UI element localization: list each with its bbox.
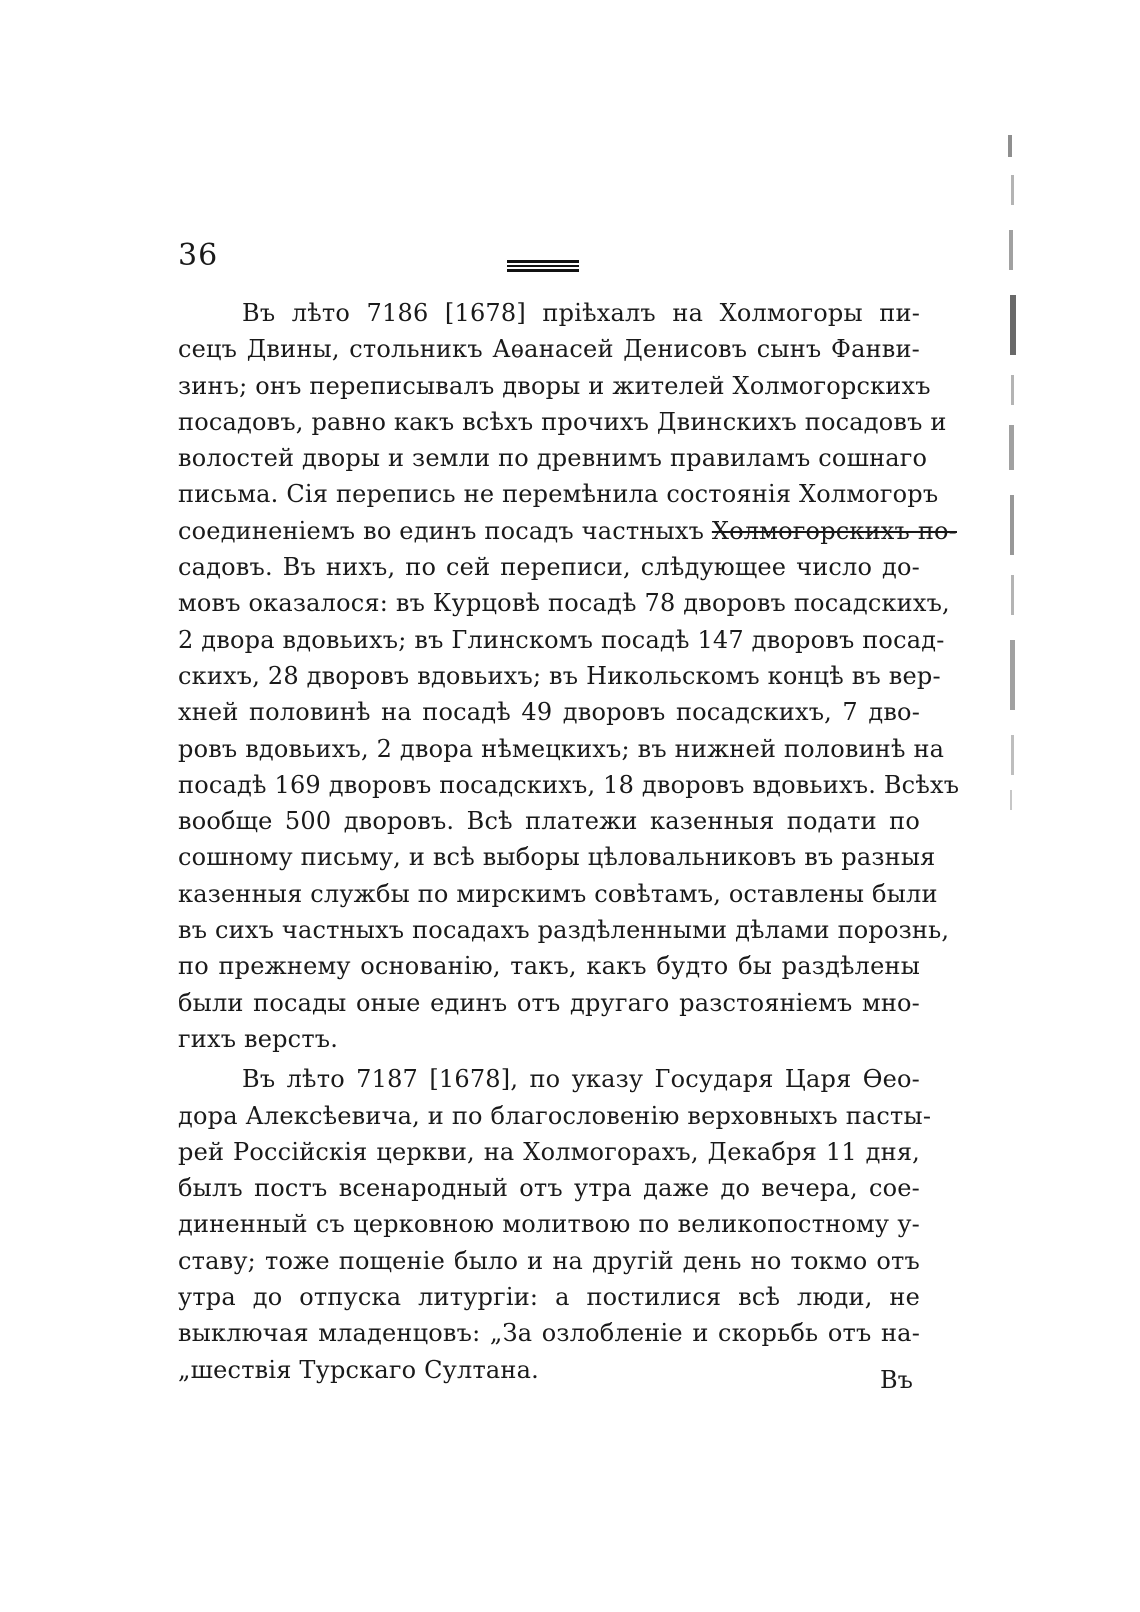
text-line: посадовъ, равно какъ всѣхъ прочихъ Двинскихъ посадовъ и xyxy=(178,407,947,436)
text-line: по прежнему основанію, такъ, какъ будто бы раздѣлены xyxy=(178,952,920,981)
paragraph-1 xyxy=(178,295,960,1057)
text-line: Въ лѣто 7187 [1678], по указу Государя Царя Ѳео- xyxy=(242,1065,920,1094)
struck-through-text: Холмогорскихъ по- xyxy=(711,516,957,545)
text-line: утра до отпуска литургіи: а постилися всѣ люди, не xyxy=(178,1283,920,1312)
text-line: вообще 500 дворовъ. Всѣ платежи казенныя подати по xyxy=(178,807,920,836)
text-line: въ сихъ частныхъ посадахъ раздѣленными дѣлами порознь, xyxy=(178,916,950,945)
text-line-with-strikethrough: соединеніемъ во единъ посадъ частныхъ Холмогорскихъ по- xyxy=(178,516,957,545)
text-line: хней половинѣ на посадѣ 49 дворовъ посадскихъ, 7 дво- xyxy=(178,698,920,727)
text-line: сошному письму, и всѣ выборы цѣловальниковъ въ разныя xyxy=(178,843,936,872)
text-line: дора Алексѣевича, и по благословенію верховныхъ пасты- xyxy=(178,1101,932,1130)
page-number: 36 xyxy=(178,238,219,273)
text-line: 2 двора вдовьихъ; въ Глинскомъ посадѣ 147 дворовъ посад- xyxy=(178,625,945,654)
text-line: мовъ оказалося: въ Курцовѣ посадѣ 78 дворовъ посадскихъ, xyxy=(178,589,950,618)
text-line: диненный съ церковною молитвою по великопостному у- xyxy=(178,1210,920,1239)
text-line: зинъ; онъ переписывалъ дворы и жителей Холмогорскихъ xyxy=(178,371,931,400)
text-line: выключая младенцовъ: „За озлобленіе и скорьбь отъ на- xyxy=(178,1319,920,1348)
rule-line xyxy=(507,260,579,263)
text-line: „шествія Турскаго Султана. xyxy=(178,1355,539,1384)
text-line: ровъ вдовьихъ, 2 двора нѣмецкихъ; въ нижней половинѣ на xyxy=(178,734,945,763)
text-line: посадѣ 169 дворовъ посадскихъ, 18 дворовъ вдовьихъ. Всѣхъ xyxy=(178,770,960,799)
body-text xyxy=(178,295,960,1388)
text-line: были посады оные единъ отъ другаго разстояніемъ мно- xyxy=(178,988,920,1017)
text-line: рей Россійскія церкви, на Холмогорахъ, Декабря 11 дня, xyxy=(178,1137,920,1166)
rule-line xyxy=(507,269,579,272)
header-ornament-rule xyxy=(507,260,579,272)
text-line: садовъ. Въ нихъ, по сей переписи, слѣдующее число до- xyxy=(178,553,920,582)
text-line: ставу; тоже пощеніе было и на другій день но токмо отъ xyxy=(178,1246,920,1275)
text-line: скихъ, 28 дворовъ вдовьихъ; въ Никольскомъ концѣ въ вер- xyxy=(178,661,941,690)
text-line: волостей дворы и земли по древнимъ правиламъ сошнаго xyxy=(178,444,928,473)
text-line: сецъ Двины, стольникъ Аѳанасей Денисовъ сынъ Фанви- xyxy=(178,335,920,364)
text-line: казенныя службы по мирскимъ совѣтамъ, оставлены были xyxy=(178,879,938,908)
text-line: былъ постъ всенародный отъ утра даже до вечера, сое- xyxy=(178,1174,920,1203)
rule-line xyxy=(507,265,579,267)
text-line: гихъ верстъ. xyxy=(178,1024,339,1053)
text-line: Въ лѣто 7186 [1678] пріѣхалъ на Холмогоры пи- xyxy=(242,299,920,327)
catchword: Въ xyxy=(880,1366,913,1394)
text-line: письма. Сія перепись не перемѣнила состоянія Холмогоръ xyxy=(178,480,939,509)
paragraph-2 xyxy=(178,1061,932,1388)
scan-edge-artifact xyxy=(1002,135,1020,815)
